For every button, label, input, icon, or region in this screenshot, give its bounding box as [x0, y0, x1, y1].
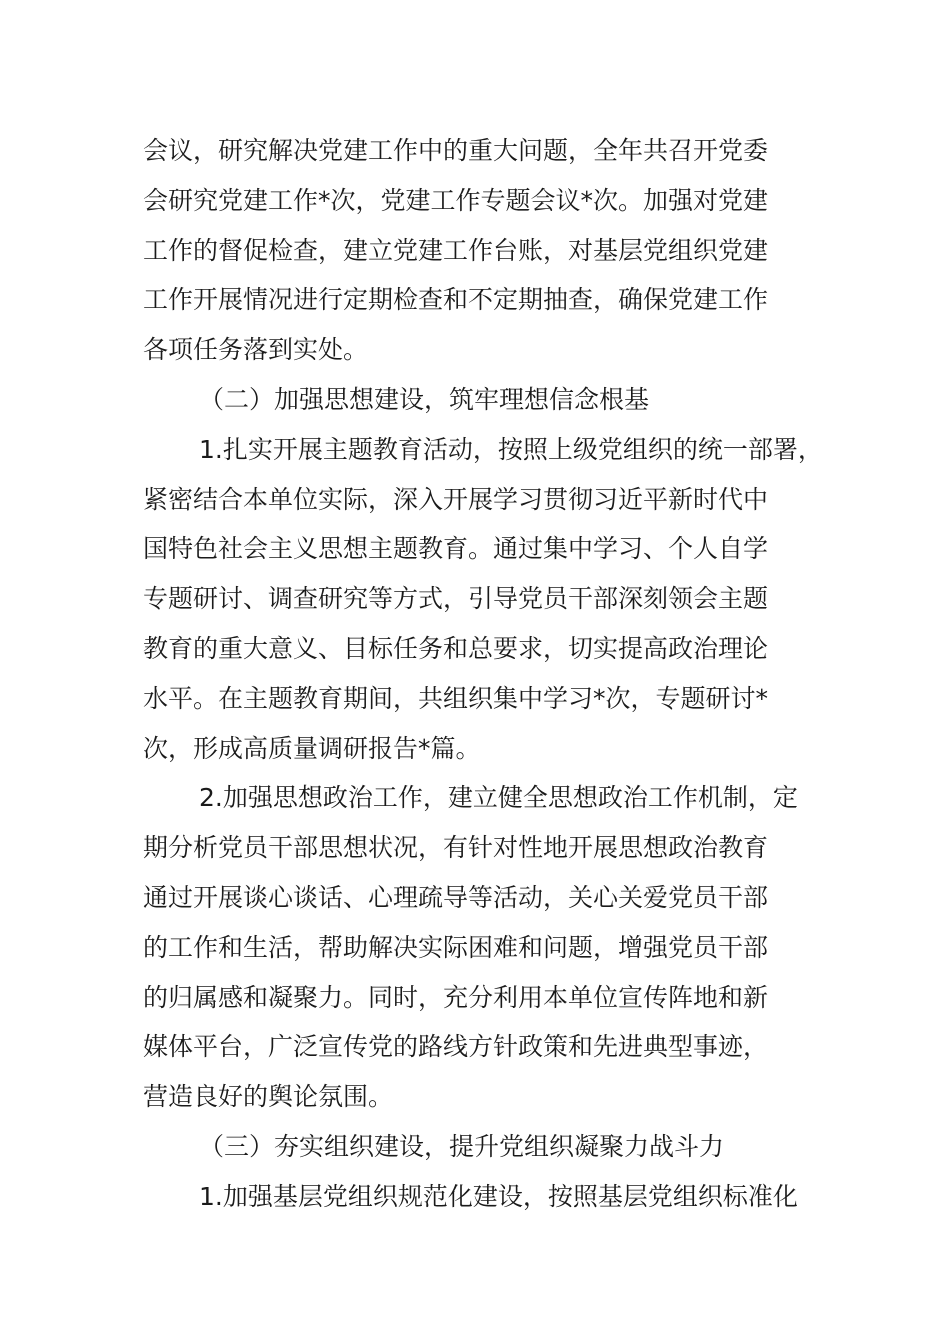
section-heading-3: （三）夯实组织建设，提升党组织凝聚力战斗力 — [199, 1131, 725, 1161]
text-line: 次，形成高质量调研报告*篇。 — [143, 733, 481, 763]
text-line: 通过开展谈心谈话、心理疏导等活动，关心关爱党员干部 — [143, 882, 769, 912]
text-line: 专题研讨、调查研究等方式，引导党员干部深刻领会主题 — [143, 584, 769, 614]
text-line: 各项任务落到实处。 — [143, 335, 369, 365]
text-line: 的工作和生活，帮助解决实际困难和问题，增强党员干部 — [143, 932, 769, 962]
text-line: 教育的重大意义、目标任务和总要求，切实提高政治理论 — [143, 633, 769, 663]
text-line: 会研究党建工作*次，党建工作专题会议*次。加强对党建 — [143, 185, 769, 215]
text-line: 期分析党员干部思想状况，有针对性地开展思想政治教育 — [143, 833, 769, 863]
text-line: 工作开展情况进行定期检查和不定期抽查，确保党建工作 — [143, 285, 769, 315]
text-line: 会议，研究解决党建工作中的重大问题，全年共召开党委 — [143, 136, 769, 165]
paragraph-start: 1.加强基层党组织规范化建设，按照基层党组织标准化 — [199, 1181, 798, 1211]
text-line: 水平。在主题教育期间，共组织集中学习*次，专题研讨* — [143, 683, 769, 713]
text-line: 营造良好的舆论氛围。 — [143, 1082, 394, 1112]
text-line: 国特色社会主义思想主题教育。通过集中学习、个人自学 — [143, 534, 769, 564]
paragraph-start: 2.加强思想政治工作，建立健全思想政治工作机制，定 — [199, 783, 798, 813]
text-line: 紧密结合本单位实际，深入开展学习贯彻习近平新时代中 — [143, 484, 769, 514]
text-line: 媒体平台，广泛宣传党的路线方针政策和先进典型事迹， — [143, 1032, 769, 1062]
paragraph-start: 1.扎实开展主题教育活动，按照上级党组织的统一部署， — [199, 434, 823, 464]
section-heading-2: （二）加强思想建设，筑牢理想信念根基 — [199, 384, 650, 414]
text-line: 的归属感和凝聚力。同时，充分利用本单位宣传阵地和新 — [143, 982, 769, 1012]
text-line: 工作的督促检查，建立党建工作台账，对基层党组织党建 — [143, 235, 769, 265]
document-body — [143, 126, 823, 1222]
